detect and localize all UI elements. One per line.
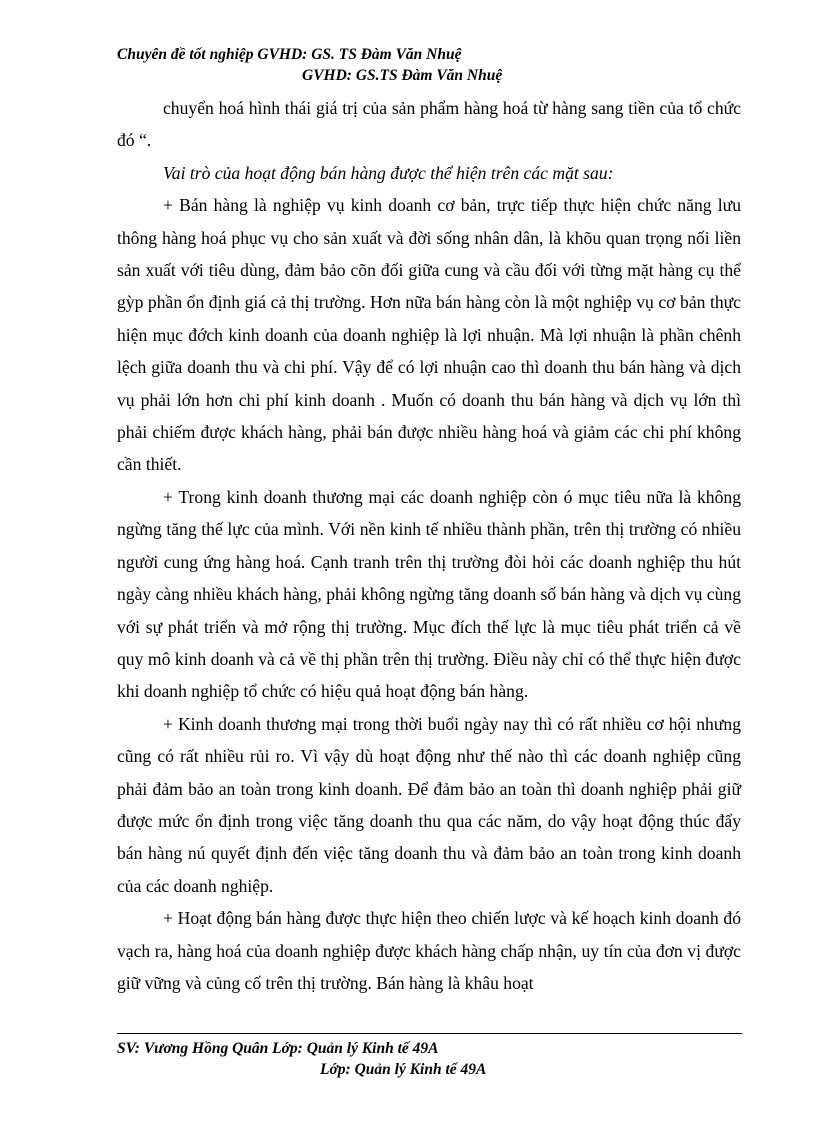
footer-line-2: Lớp: Quản lý Kinh tế 49A <box>320 1061 487 1078</box>
paragraph: + Hoạt động bán hàng được thực hiện theo chiến lược và kế hoạch kinh doanh đó vạch ra, hàng hoá của doanh nghiệp được khách hàng chấp nhận, uy tín của đơn vị được giữ vững và củng cố trên thị trường. Bán hàng là khâu hoạt <box>117 908 741 993</box>
paragraph: + Bán hàng là nghiệp vụ kinh doanh cơ bản, trực tiếp thực hiện chức năng lưu thông hàng hoá phục vụ cho sản xuất và đời sống nhân dân, là khõu quan trọng nối liền sản xuất với tiêu dùng, đảm bảo cõn đối giữa cung và cầu đối với từng mặt hàng cụ thể gỳp phần ổn định giá cả thị trường. Hơn nữa bán hàng còn là một nghiệp vụ cơ bản thực hiện mục đớch kinh doanh của doanh nghiệp là lợi nhuận. Mà lợi nhuận là phần chênh lệch giữa doanh thu và chi phí. Vậy để có lợi nhuận cao thì doanh thu bán hàng và dịch vụ phải lớn hơn chi phí kinh doanh . Muốn có doanh thu bán hàng và dịch vụ lớn thì phải chiếm được khách hàng, phải bán được nhiều hàng hoá và giảm các chi phí không cần thiết. <box>117 195 741 475</box>
paragraph: + Trong kinh doanh thương mại các doanh nghiệp còn ó mục tiêu nữa là không ngừng tăng thế lực của mình. Với nền kinh tế nhiều thành phần, trên thị trường có nhiều người cung ứng hàng hoá. Cạnh tranh trên thị trường đòi hỏi các doanh nghiệp thu hút ngày càng nhiều khách hàng, phải không ngừng tăng doanh số bán hàng và dịch vụ cùng với sự phát triển và mở rộng thị trường. Mục đích thế lực là mục tiêu phát triển cả về quy mô kinh doanh và cả về thị phần trên thị trường. Điều này chỉ có thể thực hiện được khi doanh nghiệp tổ chức có hiệu quả hoạt động bán hàng. <box>117 486 741 702</box>
paragraph-continuation <box>117 92 741 157</box>
header-line-2: GVHD: GS.TS Đàm Văn Nhuệ <box>302 67 503 84</box>
header-line-1: Chuyên đề tốt nghiệp GVHD: GS. TS Đàm Văn Nhuệ <box>117 46 462 63</box>
page-footer <box>117 1038 742 1080</box>
paragraph-heading: Vai trò của hoạt động bán hàng được thể hiện trên các mặt sau: <box>163 162 614 183</box>
paragraph-text: chuyển hoá hình thái giá trị của sản phẩm hàng hoá từ hàng sang tiền của tổ chức đó “. <box>117 98 741 151</box>
document-body <box>117 92 741 999</box>
footer-divider <box>117 1033 742 1034</box>
paragraph: + Kinh doanh thương mại trong thời buổi ngày nay thì có rất nhiều cơ hội nhưng cũng có rất nhiều rủi ro. Vì vậy dù hoạt động như thế nào thì các doanh nghiệp cũng phải đảm bảo an toàn trong kinh doanh. Để đảm bảo an toàn thì doanh nghiệp phải giữ được mức ổn định trong việc tăng doanh thu qua các năm, do vậy hoạt động thúc đẩy bán hàng nú quyết định đến việc tăng doanh thu và đảm bảo an toàn trong kinh doanh của các doanh nghiệp. <box>117 713 741 896</box>
page-header <box>117 44 742 86</box>
footer-line-1: SV: Vương Hồng Quân Lớp: Quản lý Kinh tế 49A <box>117 1040 439 1057</box>
